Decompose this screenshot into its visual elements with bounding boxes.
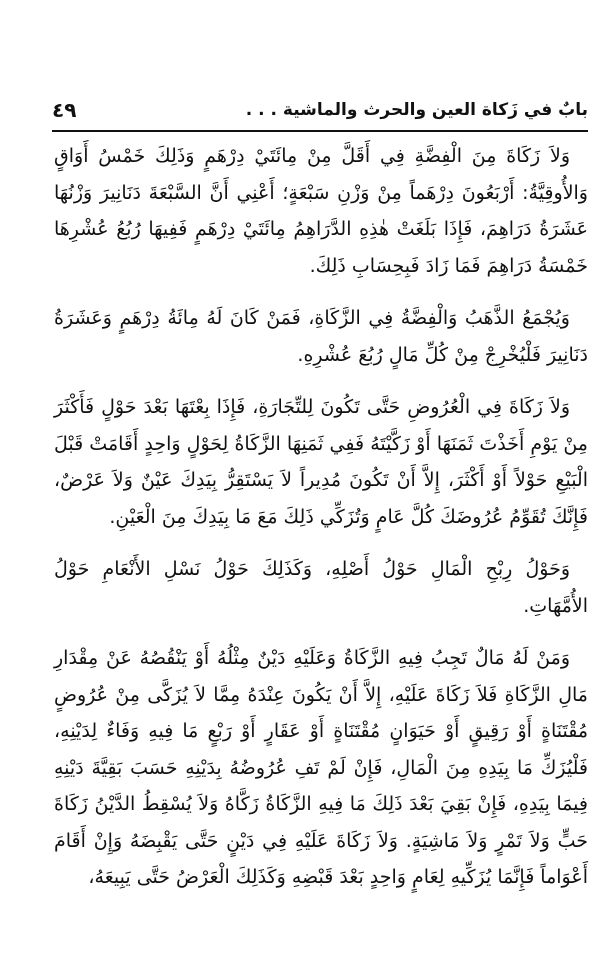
paragraph-profit-year: وَحَوْلُ رِبْحِ الْمَالِ حَوْلُ أَصْلِهِ، وَكَذَلِكَ حَوْلُ نَسْلِ الأَنْعَامِ حَوْلُ الأُمَّهَاتِ. [54, 558, 588, 617]
paragraph-gold-silver-combined: وَيُجْمَعُ الذَّهَبُ وَالْفِضَّةُ فِي الزَّكَاةِ، فَمَنْ كَانَ لَهُ مِائَةُ دِرْهَمٍ وَعَشَرَةُ دَنَانِيرَ فَلْيُخْرِجْ مِنْ كُلِّ مَالٍ رُبُعَ عُشْرِهِ. [54, 307, 588, 366]
body-text [54, 138, 588, 896]
running-header [52, 94, 588, 128]
paragraph-debt: وَمَنْ لَهُ مَالٌ تَجِبُ فِيهِ الزَّكَاةُ وَعَلَيْهِ دَيْنٌ مِثْلُهُ أَوْ يَنْقُصُهُ عَنْ مِقْدَارِ مَالِ الزَّكَاةِ فَلاَ زَكَاةَ عَلَيْهِ، إِلاَّ أَنْ يَكُونَ عِنْدَهُ مِمَّا لاَ يُزَكَّى مِنْ عُرُوضٍ مُقْتَنَاةٍ أَوْ رَقِيقٍ أَوْ حَيَوَانٍ مُقْتَنَاةٍ أَوْ عَقَارٍ أَوْ رَبْعٍ مَا فِيهِ وَفَاءٌ لِدَيْنِهِ، فَلْيُزَكِّ مَا بِيَدِهِ مِنَ الْمَالِ، فَإِنْ لَمْ تَفِ عُرُوضُهُ بِدَيْنِهِ حَسَبَ بَقِيَّةَ دَيْنِهِ فِيمَا بِيَدِهِ، فَإِنْ بَقِيَ بَعْدَ ذَلِكَ مَا فِيهِ الزَّكَاةُ زَكَّاهُ وَلاَ يُسْقِطُ الدَّيْنُ زَكَاةَ حَبٍّ وَلاَ تَمْرٍ وَلاَ مَاشِيَةٍ. وَلاَ زَكَاةَ عَلَيْهِ فِي دَيْنٍ حَتَّى يَقْبِضَهُ وَإِنْ أَقَامَ أَعْوَاماً فَإِنَّمَا يُزَكِّيهِ لِعَامٍ وَاحِدٍ بَعْدَ قَبْضِهِ وَكَذَلِكَ الْعَرْضُ حَتَّى يَبِيعَهُ، [54, 647, 588, 888]
page-number: ٤٩ [52, 98, 77, 122]
header-divider [52, 130, 588, 132]
chapter-title: بابٌ في زَكاة العين والحرث والماشية . . . [245, 100, 588, 120]
paragraph-trade-goods: وَلاَ زَكَاةَ فِي الْعُرُوضِ حَتَّى تَكُونَ لِلتِّجَارَةِ، فَإِذَا بِعْتَهَا بَعْدَ حَوْلٍ فَأَكْثَرَ مِنْ يَوْمِ أَخَذْتَ ثَمَنَهَا أَوْ زَكَّيْتَهُ فَفِي ثَمَنِهَا الزَّكَاةُ لِحَوْلٍ وَاحِدٍ أَقَامَتْ قَبْلَ الْبَيْعِ حَوْلاً أَوْ أَكْثَرَ، إِلاَّ أَنْ تَكُونَ مُدِيراً لاَ يَسْتَقِرُّ بِيَدِكَ عَيْنٌ وَلاَ عَرْضٌ، فَإِنَّكَ تُقَوِّمُ عُرُوضَكَ كُلَّ عَامٍ وَتُزَكِّي ذَلِكَ مَعَ مَا بِيَدِكَ مِنَ الْعَيْنِ. [54, 396, 588, 528]
paragraph-silver-zakat: وَلاَ زَكَاةَ مِنَ الْفِضَّةِ فِي أَقَلَّ مِنْ مِائَتَيْ دِرْهَمٍ وَذَلِكَ خَمْسُ أَوَاقٍ وَالأُوقِيَّةُ: أَرْبَعُونَ دِرْهَماً مِنْ وَزْنِ سَبْعَةٍ؛ أَعْنِي أَنَّ السَّبْعَةَ دَنَانِيرَ وَزْنُهَا عَشَرَةُ دَرَاهِمَ، فَإِذَا بَلَغَتْ هٰذِهِ الدَّرَاهِمُ مِائَتَيْ دِرْهَمٍ فَفِيهَا رُبُعُ عُشْرِهَا خَمْسَةُ دَرَاهِمَ فَمَا زَادَ فَبِحِسَابِ ذَلِكَ. [54, 145, 588, 277]
